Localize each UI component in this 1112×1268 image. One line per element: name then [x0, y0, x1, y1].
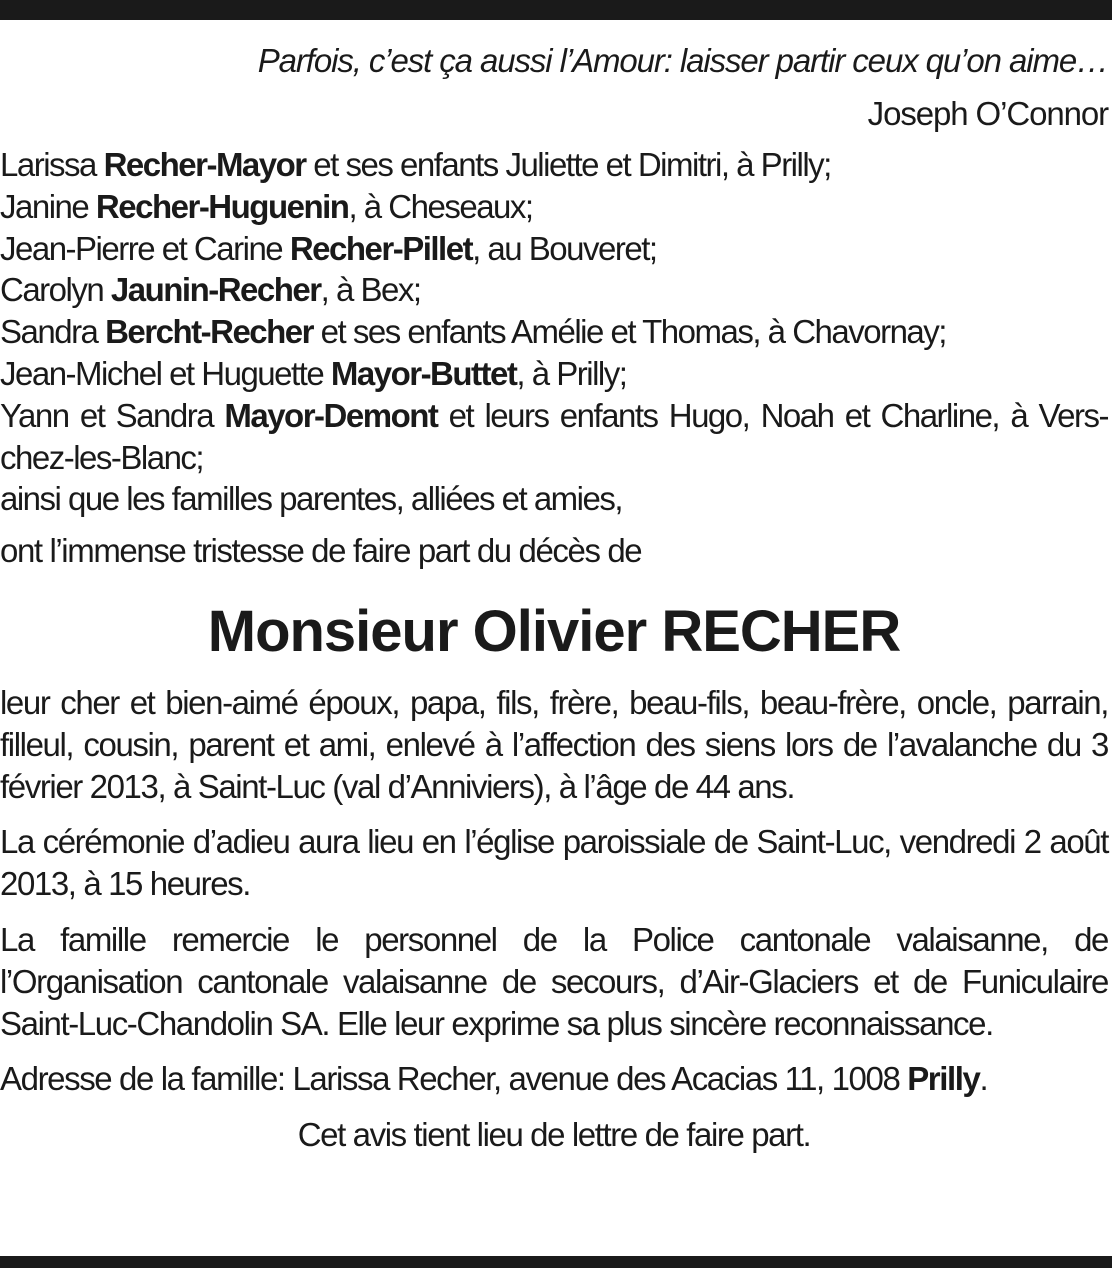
announcement: ont l’immense tristesse de faire part du décès de	[0, 532, 642, 570]
epigraph-author: Joseph O’Connor	[867, 95, 1108, 132]
family-line: Carolyn Jaunin-Recher, à Bex;	[0, 271, 421, 309]
top-rule	[0, 0, 1112, 20]
family-line: Jean-Michel et Huguette Mayor-Buttet, à Prilly;	[0, 354, 627, 392]
bottom-rule	[0, 1256, 1112, 1268]
family-line: Sandra Bercht-Recher et ses enfants Amélie et Thomas, à Chavornay;	[0, 313, 946, 351]
thanks-paragraph: La famille remercie le personnel de la Police cantonale valaisanne, de l’Organisation cantonale valaisanne de secours, d’Air-Glaciers et de Funiculaire Saint-Luc-Chandolin SA. Elle leur exprime sa plus sincère reconnaissance.	[0, 920, 1108, 1042]
family-address: Adresse de la famille: Larissa Recher, avenue des Acacias 11, 1008 Prilly.	[0, 1060, 988, 1098]
family-line: Yann et Sandra Mayor-Demont et leurs enfants Hugo, Noah et Charline, à Vers-chez-les-Blanc;	[0, 396, 1108, 476]
ceremony-paragraph: La cérémonie d’adieu aura lieu en l’église paroissiale de Saint-Luc, vendredi 2 août 2013, à 15 heures.	[0, 823, 1108, 903]
notice-line: Cet avis tient lieu de lettre de faire part.	[297, 1116, 811, 1154]
family-line: Larissa Recher-Mayor et ses enfants Juliette et Dimitri, à Prilly;	[0, 146, 831, 183]
relatives-line: ainsi que les familles parentes, alliées et amies,	[0, 480, 623, 518]
description-paragraph: leur cher et bien-aimé époux, papa, fils, frère, beau-fils, beau-frère, oncle, parrain, filleul, cousin, parent et ami, enlevé à l’affection des siens lors de l’avalanche du 3 février 2013, à Saint-Luc (val d’Anniviers), à l’âge de 44 ans.	[0, 683, 1108, 805]
epigraph-quote: Parfois, c’est ça aussi l’Amour: laisser partir ceux qu’on aime…	[257, 42, 1108, 79]
obituary-notice	[0, 40, 1108, 1156]
family-line: Janine Recher-Huguenin, à Cheseaux;	[0, 187, 533, 225]
family-list	[0, 144, 1108, 520]
family-line: Jean-Pierre et Carine Recher-Pillet, au Bouveret;	[0, 229, 657, 267]
deceased-name: Monsieur Olivier RECHER	[207, 598, 901, 664]
